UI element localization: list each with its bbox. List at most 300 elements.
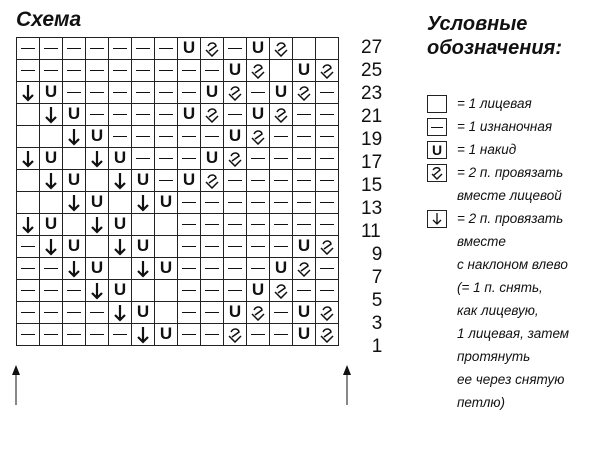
yarn-over-icon: U <box>205 148 219 167</box>
purl-cell <box>63 280 86 302</box>
purl-cell <box>316 192 339 214</box>
purl-dash-icon <box>21 290 35 291</box>
purl-dash-icon <box>182 312 196 313</box>
yarn-over-cell <box>132 236 155 258</box>
yarn-over-icon: U <box>182 104 196 123</box>
purl-cell <box>270 148 293 170</box>
knit-cell <box>40 192 63 214</box>
purl-cell <box>63 60 86 82</box>
yarn-over-cell <box>63 236 86 258</box>
purl-cell <box>109 104 132 126</box>
yarn-over-cell <box>270 82 293 104</box>
chart-row <box>17 280 339 302</box>
k2tog-icon <box>319 63 335 79</box>
purl-cell <box>201 258 224 280</box>
purl-cell <box>40 38 63 60</box>
purl-cell <box>201 214 224 236</box>
purl-dash-icon <box>90 92 104 93</box>
purl-dash-icon <box>90 114 104 115</box>
purl-cell <box>17 280 40 302</box>
right-axis-arrow-icon <box>343 365 351 375</box>
yarn-over-icon: U <box>274 82 288 101</box>
k2tog-icon <box>227 151 243 167</box>
purl-cell <box>247 170 270 192</box>
k2tog-cell <box>316 236 339 258</box>
purl-dash-icon <box>44 290 58 291</box>
yarn-over-icon: U <box>182 38 196 57</box>
purl-cell <box>63 324 86 346</box>
k2tog-cell <box>247 60 270 82</box>
purl-cell <box>224 192 247 214</box>
purl-dash-icon <box>113 136 127 137</box>
purl-cell <box>178 148 201 170</box>
ssk-arrow-icon <box>21 216 35 234</box>
purl-cell <box>178 236 201 258</box>
purl-dash-icon <box>274 202 288 203</box>
knit-cell <box>17 126 40 148</box>
purl-cell <box>201 126 224 148</box>
purl-cell <box>270 236 293 258</box>
k2tog-icon <box>204 41 220 57</box>
legend-text: петлю) <box>457 395 505 410</box>
row-number: 17 <box>361 152 383 173</box>
yarn-over-cell <box>293 236 316 258</box>
row-number: 7 <box>371 267 383 288</box>
yarn-over-cell <box>270 258 293 280</box>
purl-dash-icon <box>136 158 150 159</box>
purl-dash-icon <box>251 158 265 159</box>
purl-dash-icon <box>297 114 311 115</box>
ssk-arrow-icon <box>44 172 58 190</box>
legend-text: = 1 лицевая <box>457 96 532 111</box>
row-number: 9 <box>371 244 383 265</box>
purl-cell <box>178 302 201 324</box>
purl-cell <box>17 324 40 346</box>
ssk-cell <box>132 324 155 346</box>
yarn-over-icon: U <box>113 148 127 167</box>
k2tog-icon <box>319 327 335 343</box>
k2tog-cell <box>201 170 224 192</box>
ssk-arrow-icon <box>113 304 127 322</box>
purl-dash-icon <box>297 180 311 181</box>
purl-cell <box>247 258 270 280</box>
ssk-cell <box>109 302 132 324</box>
purl-cell <box>17 258 40 280</box>
ssk-cell <box>109 236 132 258</box>
ssk-cell <box>40 104 63 126</box>
purl-dash-icon <box>67 48 81 49</box>
yarn-over-cell <box>201 82 224 104</box>
purl-cell <box>178 192 201 214</box>
knit-cell <box>17 170 40 192</box>
ssk-arrow-icon <box>90 216 104 234</box>
purl-cell <box>178 82 201 104</box>
yarn-over-cell <box>224 126 247 148</box>
yarn-over-icon: U <box>44 148 58 167</box>
yarn-over-cell <box>40 82 63 104</box>
purl-cell <box>132 38 155 60</box>
k2tog-icon <box>273 107 289 123</box>
k2tog-cell <box>224 148 247 170</box>
legend-text: с наклоном влево <box>457 257 568 272</box>
purl-dash-icon <box>205 246 219 247</box>
yarn-over-icon: U <box>297 324 311 343</box>
purl-dash-icon <box>251 246 265 247</box>
purl-dash-icon <box>159 136 173 137</box>
yarn-over-cell <box>293 302 316 324</box>
knit-cell <box>155 236 178 258</box>
k2tog-cell <box>316 60 339 82</box>
chart-row <box>17 324 339 346</box>
purl-dash-icon <box>21 268 35 269</box>
chart-row <box>17 192 339 214</box>
k2tog-cell <box>201 38 224 60</box>
purl-dash-icon <box>113 70 127 71</box>
purl-dash-icon <box>228 114 242 115</box>
purl-cell <box>132 148 155 170</box>
purl-cell <box>109 126 132 148</box>
purl-dash-icon <box>251 92 265 93</box>
legend-text: = 2 п. провязать <box>457 165 564 180</box>
purl-dash-icon <box>251 202 265 203</box>
purl-dash-icon <box>251 180 265 181</box>
yarn-over-icon: U <box>427 141 447 159</box>
purl-dash-icon <box>182 70 196 71</box>
purl-dash-icon <box>274 334 288 335</box>
row-number: 23 <box>361 83 383 104</box>
purl-dash-icon <box>228 48 242 49</box>
purl-dash-icon <box>136 70 150 71</box>
purl-dash-icon <box>182 202 196 203</box>
purl-dash-icon <box>182 158 196 159</box>
purl-dash-icon <box>113 114 127 115</box>
purl-cell <box>178 324 201 346</box>
purl-dash-icon <box>182 224 196 225</box>
knit-cell <box>63 214 86 236</box>
ssk-cell <box>86 148 109 170</box>
legend <box>427 92 602 414</box>
yarn-over-cell <box>63 170 86 192</box>
purl-cell <box>293 170 316 192</box>
purl-cell <box>316 258 339 280</box>
yarn-over-cell <box>155 324 178 346</box>
purl-cell <box>224 104 247 126</box>
yarn-over-cell <box>109 280 132 302</box>
purl-cell <box>109 60 132 82</box>
k2tog-icon <box>273 283 289 299</box>
ssk-arrow-icon <box>44 238 58 256</box>
k2tog-icon <box>204 107 220 123</box>
k2tog-cell <box>293 258 316 280</box>
k2tog-icon <box>227 85 243 101</box>
yarn-over-cell <box>109 148 132 170</box>
purl-cell <box>224 170 247 192</box>
yarn-over-cell <box>178 38 201 60</box>
purl-dash-icon <box>274 224 288 225</box>
purl-cell <box>247 214 270 236</box>
purl-dash-icon <box>159 158 173 159</box>
yarn-over-cell <box>40 214 63 236</box>
yarn-over-icon: U <box>44 214 58 233</box>
purl-dash-icon <box>228 224 242 225</box>
purl-dash-icon <box>67 290 81 291</box>
legend-item-k2tog <box>427 161 602 207</box>
yarn-over-icon: U <box>251 104 265 123</box>
ssk-cell <box>40 170 63 192</box>
row-number: 21 <box>361 106 383 127</box>
row-number: 5 <box>371 290 383 311</box>
ssk-arrow-icon <box>113 238 127 256</box>
ssk-cell <box>86 214 109 236</box>
yarn-over-cell <box>178 104 201 126</box>
purl-dash-icon <box>44 334 58 335</box>
purl-dash-icon <box>228 290 242 291</box>
knit-cell <box>63 148 86 170</box>
purl-cell <box>155 38 178 60</box>
yarn-over-cell <box>247 280 270 302</box>
purl-cell <box>293 104 316 126</box>
purl-cell <box>178 280 201 302</box>
yarn-over-cell <box>63 104 86 126</box>
ssk-cell <box>63 192 86 214</box>
purl-dash-icon <box>274 246 288 247</box>
empty-cell-icon <box>427 95 447 113</box>
purl-cell <box>247 192 270 214</box>
purl-cell <box>201 60 224 82</box>
purl-cell <box>224 258 247 280</box>
purl-cell <box>155 104 178 126</box>
yarn-over-icon: U <box>44 82 58 101</box>
knit-cell <box>155 302 178 324</box>
ssk-arrow-icon <box>136 194 150 212</box>
purl-dash-icon <box>67 70 81 71</box>
ssk-cell <box>132 258 155 280</box>
purl-cell <box>86 104 109 126</box>
k2tog-cell <box>316 324 339 346</box>
yarn-over-icon: U <box>159 324 173 343</box>
yarn-over-icon: U <box>113 214 127 233</box>
purl-dash-icon <box>90 312 104 313</box>
ssk-cell <box>109 170 132 192</box>
chart-row <box>17 236 339 258</box>
purl-cell <box>316 104 339 126</box>
row-number: 3 <box>371 313 383 334</box>
yarn-over-icon: U <box>297 60 311 79</box>
row-number: 15 <box>361 175 383 196</box>
yarn-over-cell <box>201 148 224 170</box>
yarn-over-cell <box>224 302 247 324</box>
yarn-over-icon: U <box>159 192 173 211</box>
purl-dash-icon <box>205 202 219 203</box>
yarn-over-icon: U <box>297 236 311 255</box>
purl-cell <box>132 60 155 82</box>
purl-cell <box>201 236 224 258</box>
yarn-over-cell <box>247 38 270 60</box>
yarn-over-icon: U <box>159 258 173 277</box>
purl-dash-icon <box>205 334 219 335</box>
k2tog-icon <box>204 173 220 189</box>
purl-dash-icon <box>297 290 311 291</box>
ssk-cell <box>86 280 109 302</box>
purl-cell <box>178 214 201 236</box>
legend-text: = 1 изнаночная <box>457 119 553 134</box>
yarn-over-cell <box>224 60 247 82</box>
purl-cell <box>316 126 339 148</box>
yarn-over-cell <box>86 258 109 280</box>
ssk-cell <box>40 236 63 258</box>
purl-cell <box>40 60 63 82</box>
purl-dash-icon <box>67 334 81 335</box>
yarn-over-icon: U <box>90 258 104 277</box>
k2tog-icon <box>273 41 289 57</box>
legend-text: 1 лицевая, затем <box>457 326 570 341</box>
chart-row <box>17 104 339 126</box>
row-number: 19 <box>361 129 383 150</box>
purl-dash-icon <box>205 70 219 71</box>
purl-dash-icon <box>320 92 334 93</box>
yarn-over-icon: U <box>297 302 311 321</box>
knit-cell <box>109 192 132 214</box>
purl-cell <box>109 82 132 104</box>
purl-cell <box>63 302 86 324</box>
k2tog-cell <box>247 302 270 324</box>
purl-dash-icon <box>136 114 150 115</box>
yarn-over-cell <box>132 302 155 324</box>
knit-cell <box>17 104 40 126</box>
chart-row <box>17 82 339 104</box>
purl-dash-icon <box>136 48 150 49</box>
yarn-over-cell <box>178 170 201 192</box>
purl-cell <box>270 192 293 214</box>
chart-row <box>17 38 339 60</box>
k2tog-cell <box>293 82 316 104</box>
ssk-arrow-icon <box>90 150 104 168</box>
legend-title <box>427 12 562 60</box>
purl-cell <box>17 302 40 324</box>
purl-cell <box>293 148 316 170</box>
ssk-arrow-icon <box>90 282 104 300</box>
purl-cell <box>86 302 109 324</box>
purl-cell <box>270 170 293 192</box>
chart-title: Схема <box>16 8 82 31</box>
knit-cell <box>155 280 178 302</box>
yarn-over-cell <box>247 104 270 126</box>
purl-dash-icon <box>251 224 265 225</box>
purl-cell <box>63 38 86 60</box>
purl-dash-icon <box>228 246 242 247</box>
purl-dash-icon <box>44 70 58 71</box>
purl-cell <box>270 324 293 346</box>
ssk-cell <box>132 192 155 214</box>
purl-cell <box>109 324 132 346</box>
purl-cell <box>155 82 178 104</box>
purl-dash-icon <box>113 92 127 93</box>
knit-cell <box>40 126 63 148</box>
purl-cell <box>63 82 86 104</box>
k2tog-cell <box>247 126 270 148</box>
purl-dash-icon <box>297 158 311 159</box>
yarn-over-icon: U <box>182 170 196 189</box>
purl-dash-icon <box>297 224 311 225</box>
purl-cell <box>293 214 316 236</box>
chart-row <box>17 148 339 170</box>
purl-dash-icon <box>274 312 288 313</box>
knitting-chart-grid <box>16 37 339 346</box>
row-number: 1 <box>371 336 383 357</box>
purl-dash-icon <box>21 312 35 313</box>
legend-text: = 2 п. провязать <box>457 211 564 226</box>
yarn-over-icon: U <box>113 280 127 299</box>
purl-dash-icon <box>67 92 81 93</box>
yarn-over-cell <box>109 214 132 236</box>
purl-cell <box>247 324 270 346</box>
purl-cell <box>17 60 40 82</box>
legend-text: = 1 накид <box>457 142 517 157</box>
purl-cell <box>86 82 109 104</box>
yarn-over-icon: U <box>228 60 242 79</box>
yarn-over-icon: U <box>228 126 242 145</box>
k2tog-icon <box>250 305 266 321</box>
purl-dash-icon <box>113 334 127 335</box>
legend-item-purl <box>427 115 602 138</box>
knit-cell <box>270 60 293 82</box>
chart-axes <box>10 365 354 407</box>
purl-cell <box>316 82 339 104</box>
yarn-over-cell <box>132 170 155 192</box>
purl-dash-icon <box>136 136 150 137</box>
knit-cell <box>17 192 40 214</box>
purl-dash-icon <box>205 312 219 313</box>
purl-cell <box>224 280 247 302</box>
yarn-over-cell <box>155 258 178 280</box>
purl-dash-icon <box>67 312 81 313</box>
purl-dash-icon <box>44 48 58 49</box>
purl-cell <box>270 214 293 236</box>
purl-cell <box>270 302 293 324</box>
yarn-over-icon: U <box>251 38 265 57</box>
yarn-over-icon: U <box>136 236 150 255</box>
purl-cell <box>109 38 132 60</box>
yarn-over-icon: U <box>274 258 288 277</box>
purl-cell <box>316 214 339 236</box>
yarn-over-icon: U <box>136 302 150 321</box>
purl-dash-icon <box>159 48 173 49</box>
knit-cell <box>155 214 178 236</box>
purl-dash-icon <box>159 92 173 93</box>
legend-text: как лицевую, <box>457 303 539 318</box>
purl-cell <box>86 38 109 60</box>
purl-dash-icon <box>182 334 196 335</box>
purl-dash-icon <box>427 118 447 136</box>
purl-cell <box>293 280 316 302</box>
yarn-over-icon: U <box>136 170 150 189</box>
purl-dash-icon <box>21 48 35 49</box>
yarn-over-icon: U <box>67 170 81 189</box>
purl-dash-icon <box>182 290 196 291</box>
knit-cell <box>86 170 109 192</box>
purl-dash-icon <box>251 268 265 269</box>
chart-row <box>17 258 339 280</box>
purl-dash-icon <box>21 334 35 335</box>
purl-dash-icon <box>44 312 58 313</box>
k2tog-icon <box>250 129 266 145</box>
yarn-over-cell <box>86 126 109 148</box>
yarn-over-icon: U <box>90 192 104 211</box>
yarn-over-icon: U <box>90 126 104 145</box>
ssk-cell <box>63 258 86 280</box>
k2tog-icon <box>296 261 312 277</box>
purl-cell <box>132 104 155 126</box>
